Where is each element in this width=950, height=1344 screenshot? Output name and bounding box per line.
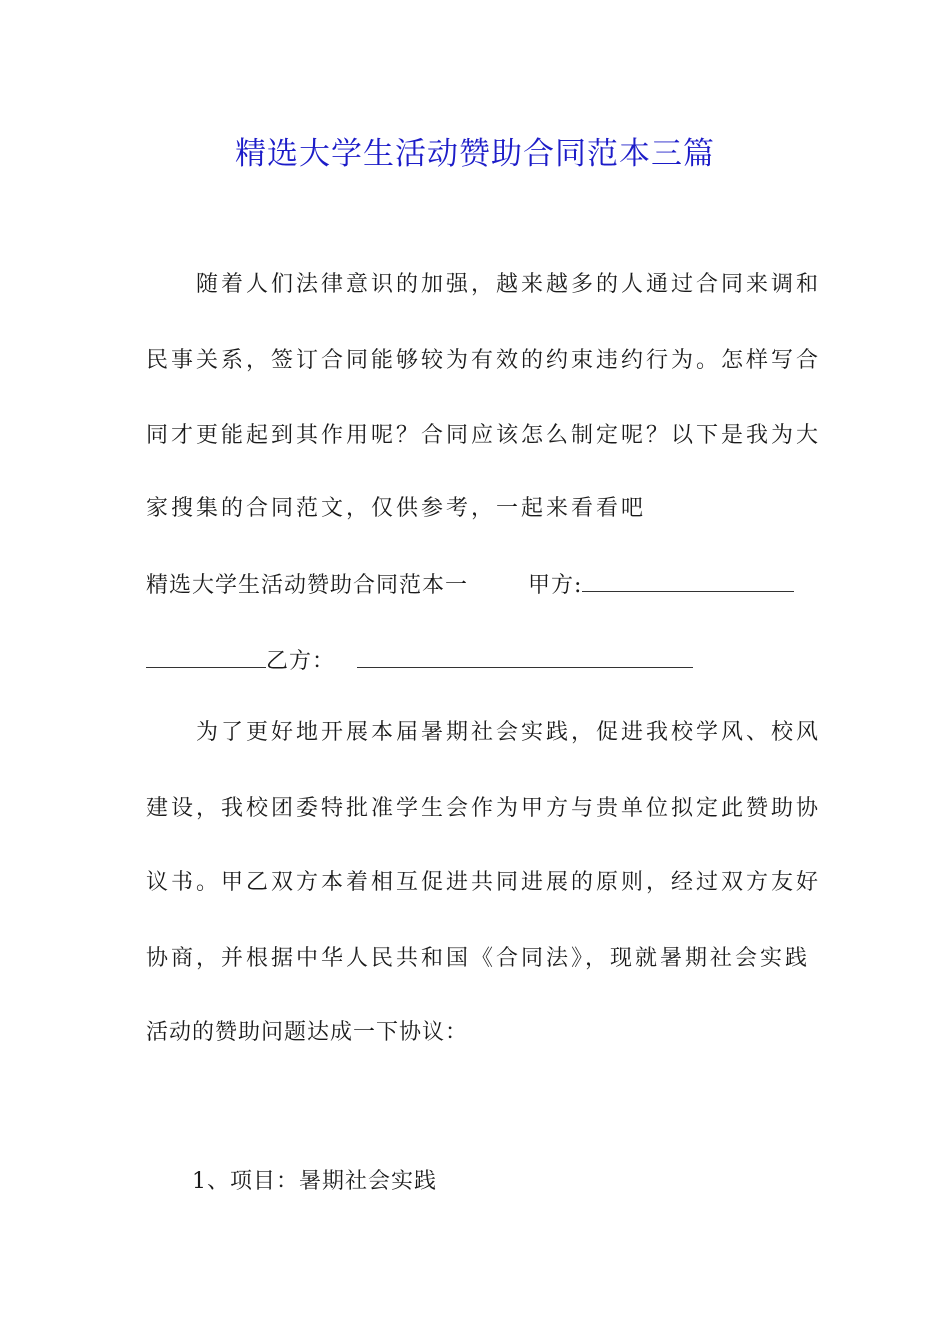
contract-heading: 精选大学生活动赞助合同范本一	[146, 573, 469, 598]
contract-heading-line	[146, 569, 816, 601]
body-line-5: 活动的赞助问题达成一下协议：	[146, 1020, 469, 1045]
body-line-4: 协商，并根据中华人民共和国《合同法》，现就暑期社会实践	[146, 946, 811, 971]
intro-line-3: 同才更能起到其作用呢？合同应该怎么制定呢？以下是我为大	[146, 423, 822, 448]
body-line-1: 为了更好地开展本届暑期社会实践，促进我校学风、校风	[196, 720, 822, 745]
party-b-prefix-blank	[146, 645, 266, 668]
party-a-label: 甲方:	[528, 573, 583, 598]
party-b-label: 乙方：	[266, 649, 336, 674]
intro-line-4: 家搜集的合同范文，仅供参考，一起来看看吧	[146, 496, 647, 521]
intro-line-1: 随着人们法律意识的加强，越来越多的人通过合同来调和	[196, 272, 822, 297]
party-b-line	[146, 645, 816, 677]
body-line-2: 建设，我校团委特批准学生会作为甲方与贵单位拟定此赞助协	[146, 796, 822, 821]
item-1: 1、项目：暑期社会实践	[192, 1169, 437, 1194]
body-line-3: 议书。甲乙双方本着相互促进共同进展的原则，经过双方友好	[146, 870, 822, 895]
party-a-blank	[582, 569, 794, 592]
document-title: 精选大学生活动赞助合同范本三篇	[235, 136, 715, 172]
intro-line-2: 民事关系，签订合同能够较为有效的约束违约行为。怎样写合	[146, 348, 822, 373]
party-b-blank	[357, 645, 693, 668]
